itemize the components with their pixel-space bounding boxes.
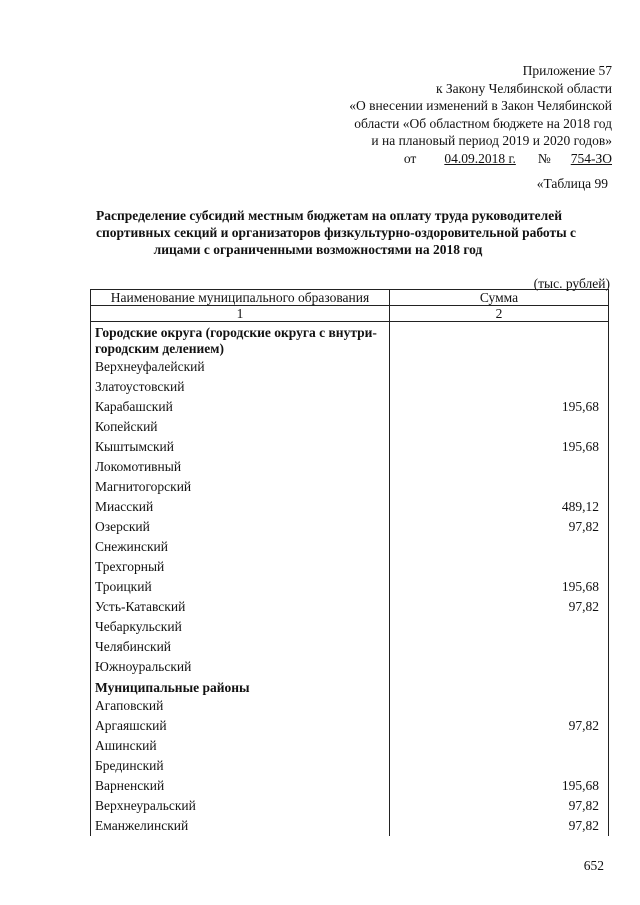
table-row	[91, 796, 609, 816]
subsidy-amount	[390, 417, 609, 437]
subsidy-amount: 97,82	[390, 816, 609, 836]
municipality-name: Магнитогорский	[91, 477, 390, 497]
table-row	[91, 457, 609, 477]
subsidy-amount	[390, 637, 609, 657]
table-row	[91, 716, 609, 736]
municipality-name: Брединский	[91, 756, 390, 776]
table-row	[91, 816, 609, 836]
municipality-name: Аргаяшский	[91, 716, 390, 736]
municipality-name: Ашинский	[91, 736, 390, 756]
table-row	[91, 696, 609, 716]
group-value	[390, 677, 609, 696]
title-line-2: спортивных секций и организаторов физкультурно-оздоровительной работы с	[96, 225, 577, 240]
subsidy-amount: 97,82	[390, 597, 609, 617]
table-row	[91, 577, 609, 597]
table-row	[91, 377, 609, 397]
appendix-law-name-3: и на плановый период 2019 и 2020 годов»	[371, 133, 612, 148]
col-number-2: 2	[390, 306, 609, 322]
table-row	[91, 417, 609, 437]
subsidy-amount: 489,12	[390, 497, 609, 517]
units-label: (тыс. рублей)	[533, 276, 610, 291]
appendix-title: Приложение 57	[522, 63, 612, 78]
subsidy-amount	[390, 756, 609, 776]
municipality-name: Златоустовский	[91, 377, 390, 397]
col-number-1: 1	[91, 306, 390, 322]
header-name: Наименование муниципального образования	[91, 290, 390, 306]
group-name: Городские округа (городские округа с внутри-городским делением)	[91, 322, 390, 358]
municipality-name: Троицкий	[91, 577, 390, 597]
table-row	[91, 557, 609, 577]
group-name: Муниципальные районы	[91, 677, 390, 696]
subsidy-amount	[390, 457, 609, 477]
municipality-name: Локомотивный	[91, 457, 390, 477]
group-row	[91, 677, 609, 696]
subsidy-amount: 195,68	[390, 776, 609, 796]
appendix-block	[312, 62, 612, 167]
subsidy-amount	[390, 617, 609, 637]
law-number: 754-ЗО	[570, 150, 612, 166]
municipality-name: Трехгорный	[91, 557, 390, 577]
document-title	[96, 207, 577, 258]
municipality-name: Миасский	[91, 497, 390, 517]
appendix-law-name-1: «О внесении изменений в Закон Челябинской	[349, 98, 612, 113]
subsidy-amount: 195,68	[390, 397, 609, 417]
municipality-name: Агаповский	[91, 696, 390, 716]
table-row	[91, 517, 609, 537]
subsidy-amount	[390, 477, 609, 497]
table-row	[91, 637, 609, 657]
column-number-row	[91, 306, 609, 322]
number-sign: №	[537, 150, 551, 166]
table-row	[91, 537, 609, 557]
subsidy-amount	[390, 377, 609, 397]
municipality-name: Снежинский	[91, 537, 390, 557]
subsidy-amount	[390, 657, 609, 677]
table-row	[91, 736, 609, 756]
table-row	[91, 597, 609, 617]
municipality-name: Верхнеуральский	[91, 796, 390, 816]
municipality-name: Кыштымский	[91, 437, 390, 457]
table-row	[91, 776, 609, 796]
law-date: 04.09.2018 г.	[444, 150, 516, 166]
table-body	[91, 322, 609, 837]
municipality-name: Южноуральский	[91, 657, 390, 677]
page-number: 652	[583, 858, 604, 873]
table-row	[91, 497, 609, 517]
title-line-1: Распределение субсидий местным бюджетам на оплату труда руководителей	[96, 208, 562, 223]
municipality-name: Еманжелинский	[91, 816, 390, 836]
title-line-3: лицами с ограниченными возможностями на 2018 год	[153, 242, 483, 257]
table-reference: «Таблица 99	[536, 176, 608, 191]
subsidy-amount: 97,82	[390, 517, 609, 537]
municipality-name: Усть-Катавский	[91, 597, 390, 617]
municipality-name: Верхнеуфалейский	[91, 357, 390, 377]
header-row	[91, 290, 609, 306]
table-row	[91, 477, 609, 497]
subsidy-amount	[390, 357, 609, 377]
subsidy-amount	[390, 557, 609, 577]
subsidy-amount: 195,68	[390, 437, 609, 457]
municipality-name: Карабашский	[91, 397, 390, 417]
appendix-law-name-2: области «Об областном бюджете на 2018 год	[354, 115, 612, 131]
municipality-name: Копейский	[91, 417, 390, 437]
table-row	[91, 397, 609, 417]
municipality-name: Варненский	[91, 776, 390, 796]
subsidy-amount	[390, 696, 609, 716]
table-row	[91, 617, 609, 637]
table-row	[91, 657, 609, 677]
municipality-name: Челябинский	[91, 637, 390, 657]
subsidy-table	[90, 289, 609, 836]
municipality-name: Озерский	[91, 517, 390, 537]
appendix-law: к Закону Челябинской области	[435, 80, 612, 96]
subsidy-amount: 97,82	[390, 716, 609, 736]
header-sum: Сумма	[390, 290, 609, 306]
group-value	[390, 322, 609, 358]
subsidy-amount: 97,82	[390, 796, 609, 816]
subsidy-amount: 195,68	[390, 577, 609, 597]
municipality-name: Чебаркульский	[91, 617, 390, 637]
group-row	[91, 322, 609, 358]
law-date-number	[312, 150, 612, 168]
date-prefix: от	[403, 150, 417, 166]
subsidy-amount	[390, 736, 609, 756]
table-row	[91, 756, 609, 776]
table-row	[91, 437, 609, 457]
table-row	[91, 357, 609, 377]
subsidy-amount	[390, 537, 609, 557]
